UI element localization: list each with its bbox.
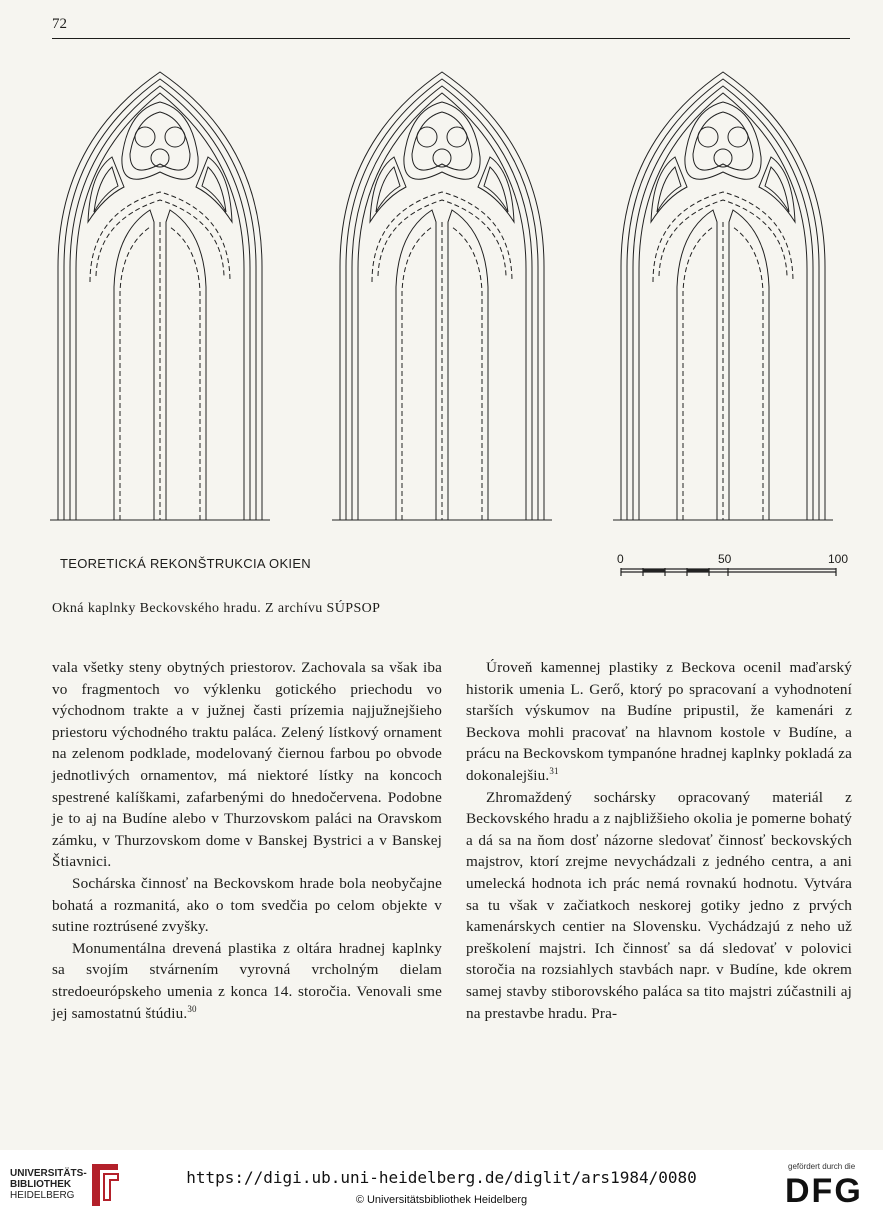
scale-label-0: 0 xyxy=(617,552,624,566)
header-rule xyxy=(52,38,850,39)
gothic-window xyxy=(50,72,270,520)
footnote-ref[interactable]: 31 xyxy=(549,765,559,776)
paragraph xyxy=(466,657,852,787)
paragraph-text: Úroveň kamennej plastiky z Beckova ocenil maďarský historik umenia L. Gerő, ktorý po spracovaní a vyhodnotení starších výskumov na Budíne pripustil, že kamenári z Beckova mohli pracovať na hlavnom kostole v Budíne, a prácu na Beckovskom tympanóne hradnej kaplnky pokladá za dokonalejšiu. xyxy=(466,659,852,784)
paragraph: Sochárska činnosť na Beckovskom hrade bola neobyčajne bohatá a rozmanitá, ako o tom svedčia po celom objekte v sutine roztrúsené zvyšky. xyxy=(52,874,442,936)
footnote-ref[interactable]: 30 xyxy=(187,1003,197,1014)
paragraph: vala všetky steny obytných priestorov. Zachovala sa však iba vo fragmentoch vo výklenku gotického priechodu vo východnom trakte a v južnej časti prízemia najjužnejšieho priestoru východného traktu paláca. Zelený lístkový ornament na zelenom podklade, modelovaný čiernou farbou po obvode jednotlivých ornamentov, má niektoré lístky na koncoch spestrené kalíškami, zafarbenými do hnedočervena. Podobne je to aj na Budíne alebo v Thurzovskom paláci na Oravskom zámku, v Thurzovskom dome v Banskej Bystrici a v Banskej Štiavnici. xyxy=(52,659,442,871)
right-column xyxy=(466,657,852,1024)
page-number: 72 xyxy=(52,16,67,32)
library-name-line: UNIVERSITÄTS- xyxy=(10,1168,87,1179)
left-column xyxy=(52,657,442,1024)
scale-label-50: 50 xyxy=(718,552,732,566)
copyright: © Universitätsbibliothek Heidelberg xyxy=(355,1194,528,1206)
library-name-line: BIBLIOTHEK xyxy=(10,1179,72,1190)
paragraph: Zhromaždený sochársky opracovaný materiál z Beckovského hradu a z najbližšieho okolia je pomerne bohatý a dá sa na ňom dosť názorne sledovať činnosť beckovských majstrov, ktorí zrejme nevychádzali z jedného centra, a ani umelecká hodnota ich prác nemá rovnakú hodnotu. Vytvára sa tu však v začiatkoch neskorej gotiky jedno z prvých kamenárskych centier na Slovensku. Vychádzajú z neho už preškolení majstri. Ich činnosť sa dá sledovať v polovici storočia na rozsiahlych stavbách napr. v Budíne, kde okrem samej stavby stiborovského paláca sa tito majstri zúčastnili aj na prestavbe hradu. Pra- xyxy=(466,788,852,1022)
dfg-logo[interactable]: DFG xyxy=(785,1172,863,1210)
paragraph xyxy=(52,938,442,1024)
permalink[interactable]: https://digi.ub.uni-heidelberg.de/diglit/ars1984/0080 xyxy=(186,1168,697,1187)
scale-label-100: 100 xyxy=(828,552,849,566)
window-drawings xyxy=(50,62,850,532)
funding-note: gefördert durch die xyxy=(788,1162,856,1171)
figure-caption: Okná kaplnky Beckovského hradu. Z archívu SÚPSOP xyxy=(52,601,381,616)
paragraph-text: Monumentálna drevená plastika z oltára hradnej kaplnky sa svojím stvárnením vyrovná vrcholným dielam stredoeurópskeho umenia z konca 14. storočia. Venovali sme jej samostatnú štúdiu. xyxy=(52,939,442,1022)
library-name-line: HEIDELBERG xyxy=(10,1190,75,1201)
figure-label: TEORETICKÁ REKONŠTRUKCIA OKIEN xyxy=(60,556,311,571)
